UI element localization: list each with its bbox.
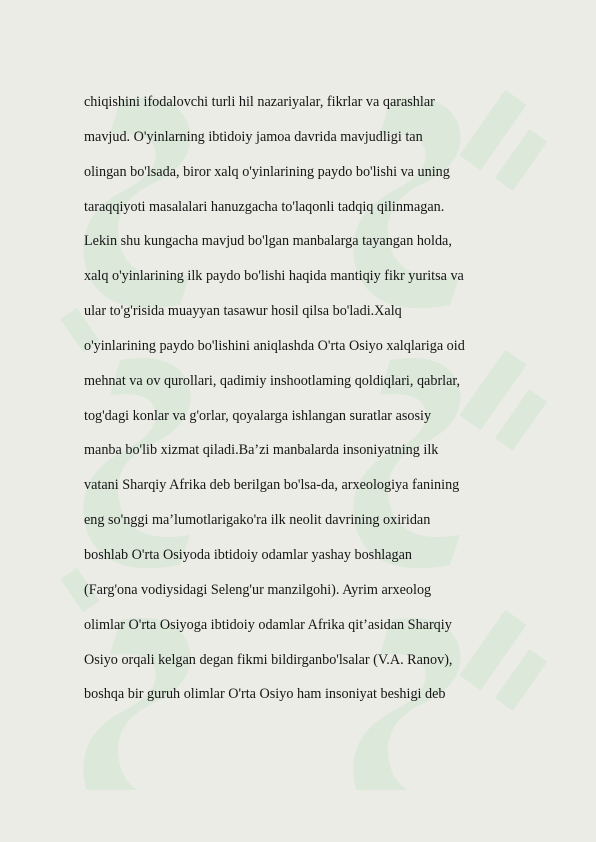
text-line: taraqqiyoti masalalari hanuzgacha to'laqonli tadqiq qilinmagan.	[84, 198, 445, 215]
text-line: Osiyo orqali kelgan degan fikmi bildirganbo'lsalar (V.A. Ranov),	[84, 651, 453, 668]
text-line: mavjud. O'yinlarning ibtidoiy jamoa davrida mavjudligi tan	[84, 128, 423, 145]
text-line: ular to'g'risida muayyan tasawur hosil qilsa bo'ladi.Xalq	[84, 303, 402, 320]
text-line: boshqa bir guruh olimlar O'rta Osiyo ham insoniyat beshigi deb	[84, 686, 446, 703]
text-line: chiqishini ifodalovchi turli hil nazariyalar, fikrlar va qarashlar	[84, 94, 435, 110]
text-line: eng so'nggi ma’lumotlarigako'ra ilk neolit davrining oxiridan	[84, 512, 431, 529]
text-line: o'yinlarining paydo bo'lishini aniqlashda O'rta Osiyo xalqlariga oid	[84, 337, 465, 354]
text-line: olimlar O'rta Osiyoga ibtidoiy odamlar Afrika qit’asidan Sharqiy	[84, 616, 452, 633]
text-line: manba bo'lib xizmat qiladi.Ba’zi manbalarda insoniyatning ilk	[84, 442, 439, 459]
body-text	[84, 92, 524, 719]
text-line: Lekin shu kungacha mavjud bo'lgan manbalarga tayangan holda,	[84, 233, 452, 250]
text-line: mehnat va ov qurollari, qadimiy inshootlaming qoldiqlari, qabrlar,	[84, 372, 461, 389]
text-line: vatani Sharqiy Afrika deb berilgan bo'lsa-da, arxeologiya fanining	[84, 477, 460, 494]
text-line: boshlab O'rta Osiyoda ibtidoiy odamlar yashay boshlagan	[84, 546, 413, 563]
text-line: olingan bo'lsada, biror xalq o'yinlarining paydo bo'lishi va uning	[84, 163, 450, 180]
text-line: xalq o'yinlarining ilk paydo bo'lishi haqida mantiqiy fikr yuritsa va	[84, 268, 464, 285]
text-line: (Farg'ona vodiysidagi Seleng'ur manzilgohi). Ayrim arxeolog	[84, 581, 432, 598]
text-line: tog'dagi konlar va g'orlar, qoyalarga ishlangan suratlar asosiy	[84, 407, 432, 424]
